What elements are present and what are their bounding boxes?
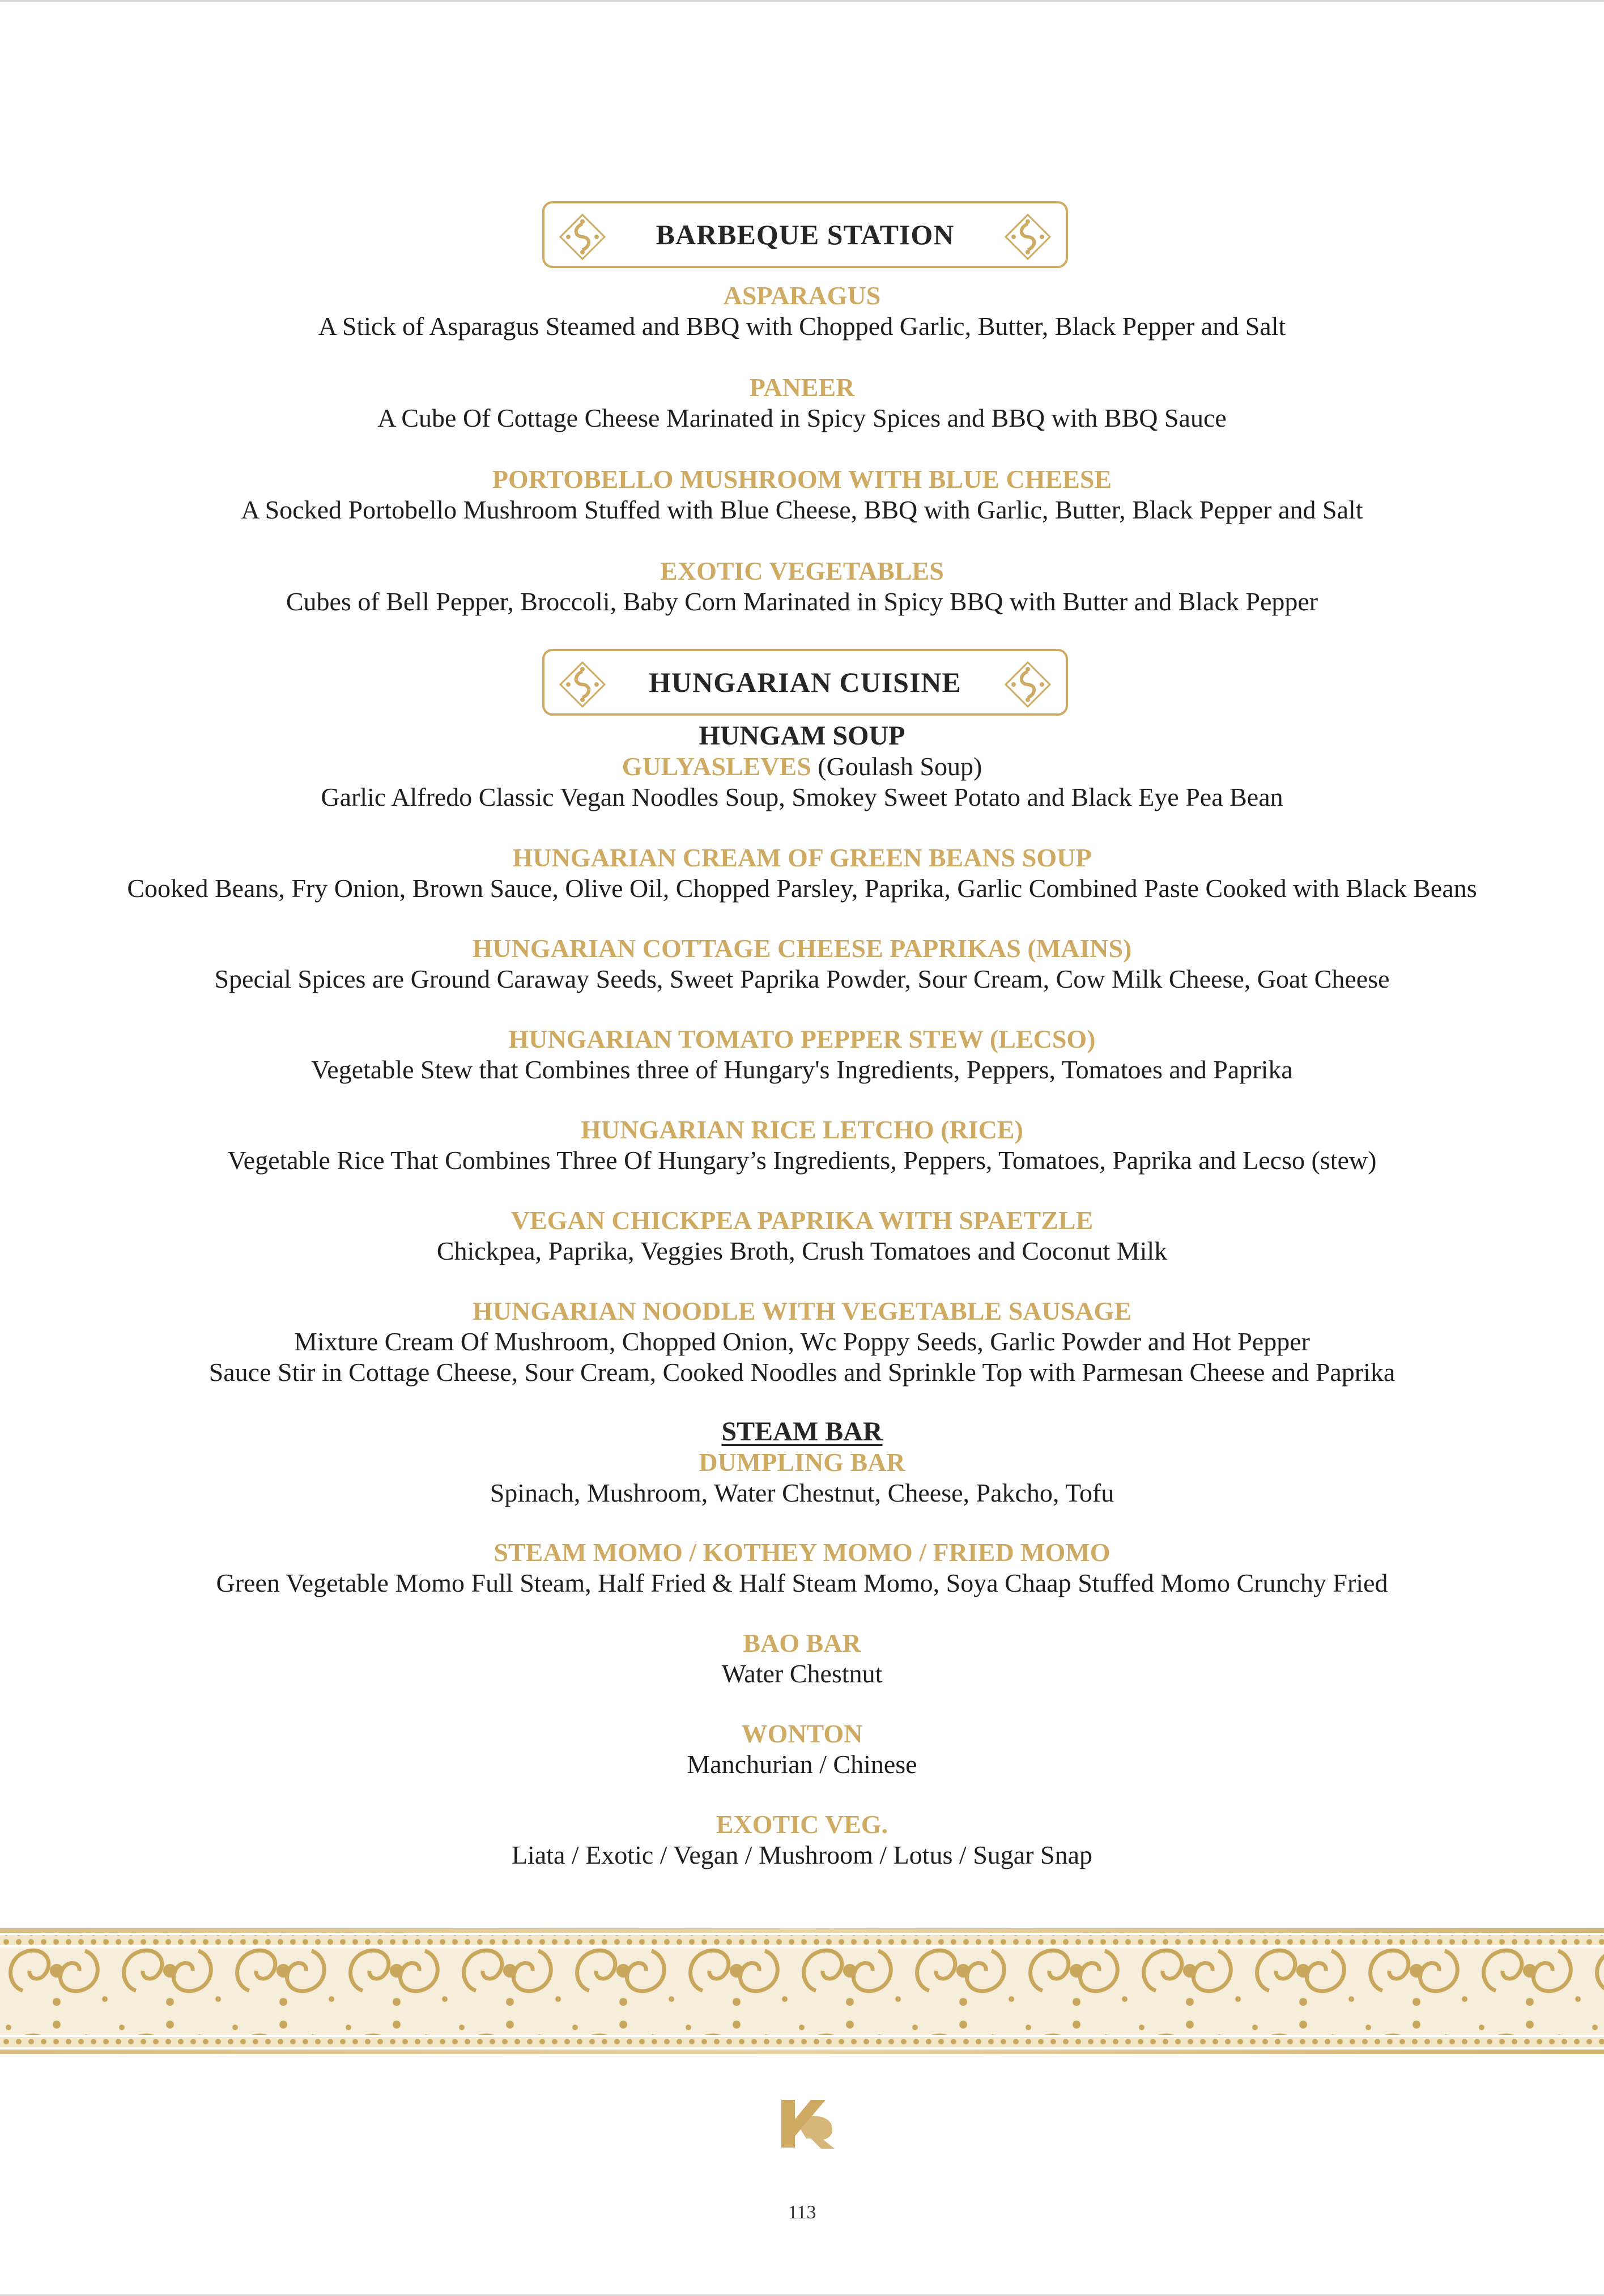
kr-logo <box>778 2098 837 2150</box>
section-title: HUNGARIAN CUISINE <box>649 666 961 698</box>
menu-item <box>0 280 1604 342</box>
soup-heading: HUNGAM SOUP <box>699 721 905 751</box>
soup-name-suffix: (Goulash Soup) <box>811 752 982 781</box>
menu-item <box>0 1115 1604 1176</box>
menu-item <box>0 1205 1604 1266</box>
menu-item <box>0 1537 1604 1598</box>
item-name: HUNGARIAN COTTAGE CHEESE PAPRIKAS (MAINS) <box>472 934 1132 963</box>
item-description: A Stick of Asparagus Steamed and BBQ with Chopped Garlic, Butter, Black Pepper and Salt <box>318 312 1286 341</box>
section-header-hungarian <box>542 649 1068 716</box>
menu-item <box>0 1719 1604 1780</box>
item-description: A Socked Portobello Mushroom Stuffed with Blue Cheese, BBQ with Garlic, Butter, Black Pepper and Salt <box>241 495 1363 524</box>
item-description: Cubes of Bell Pepper, Broccoli, Baby Corn Marinated in Spicy BBQ with Butter and Black Pepper <box>286 587 1318 616</box>
item-description: Vegetable Stew that Combines three of Hungary's Ingredients, Peppers, Tomatoes and Paprika <box>311 1055 1293 1084</box>
soup-name-line <box>0 751 1604 782</box>
item-name: PANEER <box>749 373 855 402</box>
steam-bar-heading: STEAM BAR <box>721 1417 883 1447</box>
soup-name: GULYASLEVES <box>622 752 811 781</box>
item-name: EXOTIC VEG. <box>716 1810 888 1839</box>
item-description: Vegetable Rice That Combines Three Of Hungary’s Ingredients, Peppers, Tomatoes, Paprika and Lecso (stew) <box>227 1146 1377 1175</box>
menu-item <box>0 933 1604 994</box>
menu-item <box>0 1296 1604 1388</box>
item-name: DUMPLING BAR <box>699 1448 905 1477</box>
item-description: Cooked Beans, Fry Onion, Brown Sauce, Olive Oil, Chopped Parsley, Paprika, Garlic Combined Paste Cooked with Black Beans <box>127 874 1477 903</box>
item-description: Spinach, Mushroom, Water Chestnut, Cheese, Pakcho, Tofu <box>490 1478 1114 1507</box>
item-description: Manchurian / Chinese <box>687 1750 917 1779</box>
item-description: Mixture Cream Of Mushroom, Chopped Onion, Wc Poppy Seeds, Garlic Powder and Hot Pepper <box>294 1327 1310 1356</box>
soup-block <box>0 721 1604 813</box>
menu-item <box>0 843 1604 904</box>
ornament-left-icon <box>557 211 608 262</box>
section-header-barbeque <box>542 201 1068 268</box>
item-description: Chickpea, Paprika, Veggies Broth, Crush Tomatoes and Coconut Milk <box>436 1236 1168 1265</box>
ornament-right-icon <box>1002 211 1053 262</box>
item-description: Water Chestnut <box>721 1659 883 1688</box>
item-name: EXOTIC VEGETABLES <box>660 556 944 585</box>
item-description: Green Vegetable Momo Full Steam, Half Fried & Half Steam Momo, Soya Chaap Stuffed Momo Crunchy Fried <box>216 1568 1388 1597</box>
menu-item <box>0 372 1604 433</box>
ornament-right-icon <box>1002 659 1053 710</box>
menu-item <box>0 1417 1604 1508</box>
item-name: STEAM MOMO / KOTHEY MOMO / FRIED MOMO <box>493 1538 1111 1567</box>
item-name: BAO BAR <box>743 1629 861 1657</box>
item-name: HUNGARIAN NOODLE WITH VEGETABLE SAUSAGE <box>472 1296 1132 1325</box>
item-description: Liata / Exotic / Vegan / Mushroom / Lotus / Sugar Snap <box>511 1840 1093 1869</box>
item-name: HUNGARIAN TOMATO PEPPER STEW (LECSO) <box>508 1024 1096 1053</box>
item-description: Special Spices are Ground Caraway Seeds, Sweet Paprika Powder, Sour Cream, Cow Milk Cheese, Goat Cheese <box>214 964 1390 993</box>
page-number: 113 <box>788 2202 816 2223</box>
item-name: WONTON <box>741 1719 863 1748</box>
item-description: A Cube Of Cottage Cheese Marinated in Spicy Spices and BBQ with BBQ Sauce <box>377 403 1227 432</box>
menu-item <box>0 464 1604 525</box>
ornament-left-icon <box>557 659 608 710</box>
item-name: VEGAN CHICKPEA PAPRIKA WITH SPAETZLE <box>510 1206 1094 1235</box>
menu-item <box>0 556 1604 617</box>
item-name: ASPARAGUS <box>723 281 881 310</box>
item-description: Sauce Stir in Cottage Cheese, Sour Cream, Cooked Noodles and Sprinkle Top with Parmesan Cheese and Paprika <box>209 1358 1395 1387</box>
item-name: HUNGARIAN RICE LETCHO (RICE) <box>581 1115 1023 1144</box>
item-name: HUNGARIAN CREAM OF GREEN BEANS SOUP <box>512 843 1092 872</box>
menu-item <box>0 1024 1604 1085</box>
section-title: BARBEQUE STATION <box>656 219 955 250</box>
item-description: Garlic Alfredo Classic Vegan Noodles Soup, Smokey Sweet Potato and Black Eye Pea Bean <box>321 783 1283 811</box>
item-name: PORTOBELLO MUSHROOM WITH BLUE CHEESE <box>492 465 1112 494</box>
decorative-gold-border <box>0 1928 1604 2054</box>
menu-item <box>0 1628 1604 1689</box>
menu-item <box>0 1809 1604 1870</box>
